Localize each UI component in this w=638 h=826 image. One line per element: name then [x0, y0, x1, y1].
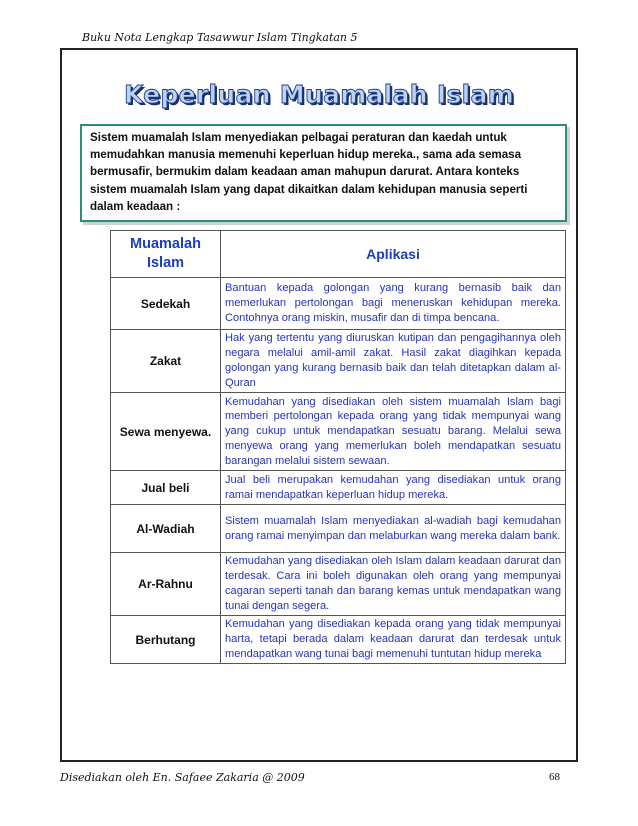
- table-row: [111, 278, 566, 330]
- table-row: [111, 553, 566, 616]
- row-description: Kemudahan yang disediakan kepada orang yang tidak mempunyai harta, tetapi berada dalam keadaan darurat dan terdesak untuk mendapatkan wang tunai bagi memenuhi tuntutan hidup mereka: [221, 616, 566, 664]
- page-title: Keperluan Muamalah Islam: [123, 80, 515, 109]
- row-term: Berhutang: [111, 616, 221, 664]
- row-term: Jual beli: [111, 471, 221, 505]
- row-description: Jual beli merupakan kemudahan yang disediakan untuk orang ramai mendapatkan keperluan hidup mereka.: [221, 471, 566, 505]
- row-description: Bantuan kepada golongan yang kurang bernasib baik dan memerlukan pertolongan bagi meneruskan kehidupan mereka. Contohnya orang miskin, musafir dan di timpa bencana.: [221, 278, 566, 330]
- page-number: 68: [549, 771, 560, 783]
- muamalah-table: [110, 230, 566, 664]
- footer-credit: Disediakan oleh En. Safaee Zakaria @ 2009: [60, 771, 305, 784]
- table-header-row: [111, 231, 566, 278]
- row-term: Al-Wadiah: [111, 505, 221, 553]
- intro-box: Sistem muamalah Islam menyediakan pelbagai peraturan dan kaedah untuk memudahkan manusia memenuhi keperluan hidup mereka., sama ada semasa bermusafir, bermukim dalam keadaan aman mahupun darurat. Antara konteks sistem muamalah Islam yang dapat dikaitkan dalam kehidupan manusia seperti dalam keadaan :: [80, 124, 567, 222]
- page-header: Buku Nota Lengkap Tasawwur Islam Tingkatan 5: [82, 31, 358, 44]
- table-row: [111, 393, 566, 471]
- row-description: Sistem muamalah Islam menyediakan al-wadiah bagi kemudahan orang ramai menyimpan dan melaburkan wang mereka dalam bank.: [221, 505, 566, 553]
- column-header-muamalah: Muamalah Islam: [111, 231, 221, 278]
- row-description: Kemudahan yang disediakan oleh Islam dalam keadaan darurat dan terdesak. Cara ini boleh digunakan oleh orang yang mempunyai cagaran seperti tanah dan barang kemas untuk mendapatkan wang tunai dengan segera.: [221, 553, 566, 616]
- table-row: [111, 471, 566, 505]
- table-row: [111, 505, 566, 553]
- column-header-aplikasi: Aplikasi: [221, 231, 566, 278]
- row-term: Sedekah: [111, 278, 221, 330]
- row-description: Hak yang tertentu yang diuruskan kutipan dan pengagihannya oleh negara melalui amil-amil zakat. Hasil zakat diagihkan kepada golongan yang kurang bernasib baik dan telah ditetapkan dalam al-Quran: [221, 330, 566, 393]
- row-term: Zakat: [111, 330, 221, 393]
- row-term: Ar-Rahnu: [111, 553, 221, 616]
- row-description: Kemudahan yang disediakan oleh sistem muamalah Islam bagi memberi pertolongan kepada orang yang tidak mempunyai wang yang cukup untuk mendapatkan sesuatu barang. Melalui sewa menyewa orang yang memerlukan boleh mendapatkan sesuatu barangan melalui sistem sewaan.: [221, 393, 566, 471]
- table-row: [111, 616, 566, 664]
- row-term: Sewa menyewa.: [111, 393, 221, 471]
- table-row: [111, 330, 566, 393]
